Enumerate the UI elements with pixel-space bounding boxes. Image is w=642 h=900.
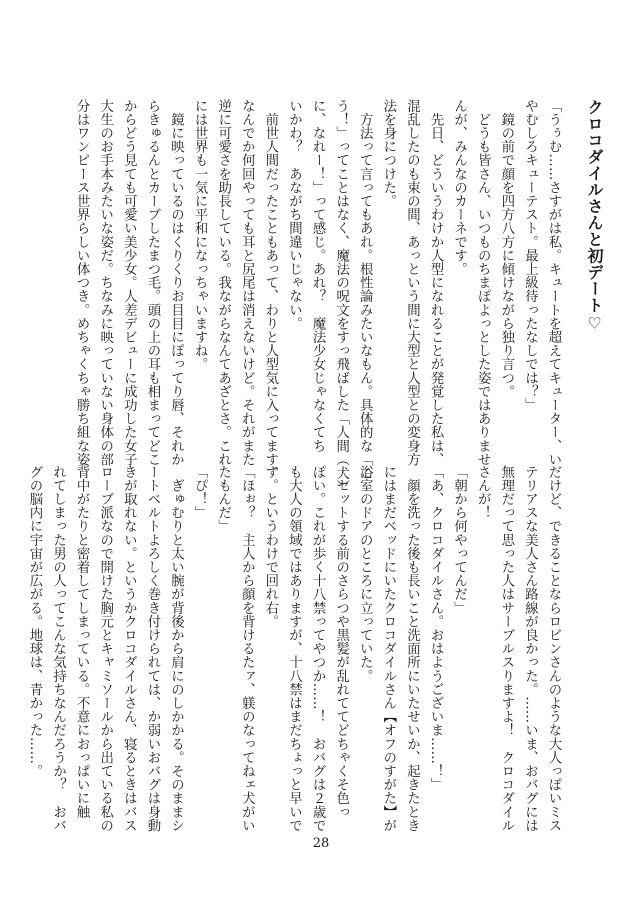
text-line: にはまだベッドにいたクロコダイルさん【オフのすがた】が [380,465,396,833]
text-line: やむしろキューテスト。最上級待ったなしでは？」 [522,99,538,412]
text-line: 「あ、クロコダイルさん。おはようございま……！」 [428,465,444,792]
text-line: 「うぅむ……さすがは私。キュートを超えてキューター、い [546,99,561,467]
text-line: さんが！ [475,465,491,520]
text-line: れてしまった男の人ってこんな気持ちなんだろうか？ おバ [50,465,66,833]
text-line: に、なれー！」って感じ。あれ？ 魔法少女じゃなくてち [310,99,326,453]
text-line: ローブ派なので開けた胸元とキャミソールから出ている私の [97,465,113,833]
text-line: には世界も一気に平和になっちゃいますね。 [192,99,208,371]
text-line: ぽい。これが歩く十八禁ってやつか……！ おバグは２歳で [310,465,326,833]
text-line: んが、みんなのカーネです。 [451,99,467,276]
text-line: らきゅるんとカーブしたまつ毛。頭の上の耳も相まってどこ [144,99,160,467]
text-line: なんでか何回やっても耳と尻尾は消えないけど。それがまた [239,99,255,467]
text-line: だけど、できることならロビンさんのような大人っぽいミス [546,465,561,833]
text-line: からどう見ても可愛い美少女。人差デビューに成功した女子 [121,99,137,467]
text-line: 浴室のドアのところに立っていた。 [357,465,373,683]
text-line: どうも皆さん、いつものちまぽよっとした姿ではありませ [475,99,491,467]
body-text-lower [22,465,565,833]
text-line: 逆に可愛さを助長している。我ながらなんてあざとさ。これ [215,99,231,467]
text-line: 顔を洗った後も長いこと洗面所にいたせいか、起きたとき [404,465,420,833]
text-line: 「ぴ！」 [192,465,208,520]
text-line: も大人の領域ではありますが、十八禁はまだちょっと早いで [286,465,302,833]
text-line: いかわ？ あながち間違いじゃない。 [286,99,302,331]
text-line: 前世人間だったこともあって、わりと人型気に入ってます。 [262,99,278,480]
text-line: グの脳内に宇宙が広がる。地球は、青かった……。 [26,465,42,778]
text-line: 鏡の前で顔を四方八方に傾けながら独り言つ。 [498,99,514,399]
text-line: 混乱したのも束の間、あっという間に大型と人型との変身方 [404,99,420,467]
text-line: セットする前のさらつや黒髪が乱れててどちゃくそ色っ [333,465,349,819]
chapter-title: クロコダイルさんと初デート♡ [585,99,604,333]
text-line: 背中がたりと密着してしまっている。不意におっぱいに触 [74,465,90,819]
page-number: 28 [312,836,330,851]
text-line: 「朝から何やってんだ」 [451,465,467,615]
text-line: 「ほぉ？ 主人から顔を背けるたァ、躾のなってねェ犬がい [239,465,255,833]
text-line: テリアスな美人さん路線が良かった。……いま、おバグには [522,465,538,833]
text-line: 鏡に映っているのはくりくりお目目にぽってり唇、それか [168,99,184,467]
text-line: 分はワンピース世界らしい体つき。めちゃくちゃ勝ち組な姿 [74,99,90,467]
text-line: ートベルトよろしく巻き付けられては、か弱いおバグは身動 [144,465,160,833]
text-line: 大生のお手本みたいな姿だ。ちなみに映っていない身体の部 [97,99,113,467]
text-line: 法を身につけた。 [380,99,396,208]
text-line: たもんだ」 [215,465,231,533]
text-line: 方法って言ってもあれ。根性論みたいなもん。具体的な「こ [357,99,373,480]
text-line: う！」ってことはなく、魔法の呪文をすっ飛ばした「人間（犬） [333,99,349,494]
text-line: 先日、どういうわけか人型になれることが発覚した私は、 [428,99,444,467]
text-line: きが取れない。というかクロコダイルさん、寝るときはバス [121,465,137,833]
text-line: ぎゅむりと太い腕が背後から肩にのしかかる。そのままシ [168,465,184,833]
text-line: 無理だって思った人はサーブルスりますよ！ クロコダイル [498,465,514,833]
text-line: す。というわけで回れ右。 [262,465,278,629]
